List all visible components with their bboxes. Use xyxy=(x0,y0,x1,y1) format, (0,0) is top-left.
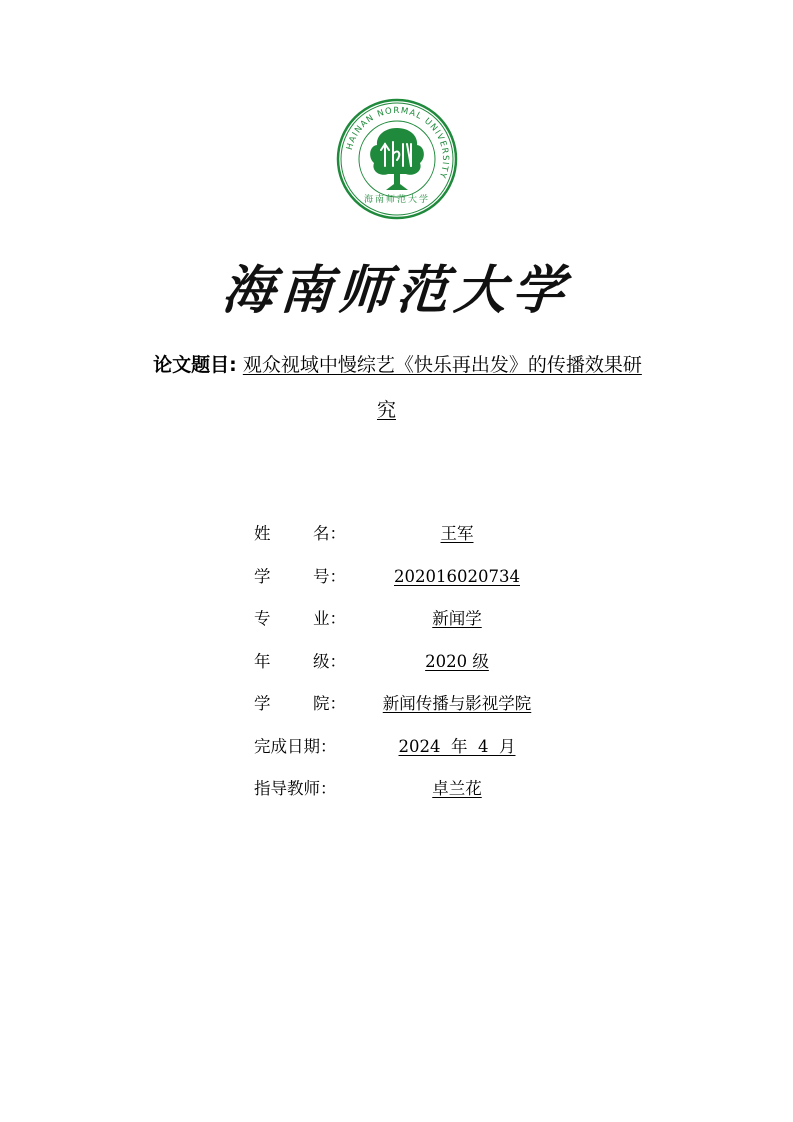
info-value: 202016020734 xyxy=(394,566,520,586)
info-value: 新闻学 xyxy=(432,609,482,628)
info-label: 年 级： xyxy=(254,651,346,671)
info-label: 学 号： xyxy=(254,566,346,586)
university-name: 海南师范大学 xyxy=(220,260,573,321)
thesis-title-text-cont: 究 xyxy=(376,399,396,421)
info-value: 新闻传播与影视学院 xyxy=(382,694,532,713)
svg-text:HAINAN NORMAL UNIVERSITY: HAINAN NORMAL UNIVERSITY xyxy=(344,105,451,181)
thesis-title-block xyxy=(110,350,685,422)
info-row-name xyxy=(254,520,554,563)
info-label: 专 业： xyxy=(254,609,346,628)
info-row-major xyxy=(254,605,554,648)
info-row-grade xyxy=(254,648,554,691)
thesis-title-text: 观众视域中慢综艺《快乐再出发》的传播效果研 xyxy=(242,354,642,376)
info-row-advisor xyxy=(254,775,554,818)
svg-text:海南师范大学: 海南师范大学 xyxy=(363,195,431,205)
info-value: 2024 年 4 月 xyxy=(398,736,516,756)
info-value: 卓兰花 xyxy=(432,779,482,798)
student-info xyxy=(254,520,554,818)
info-label: 学 院： xyxy=(254,694,346,713)
thesis-title-label: 论文题目 xyxy=(153,354,230,376)
info-row-school xyxy=(254,690,554,733)
thesis-title-line2 xyxy=(110,395,685,422)
info-value: 2020 级 xyxy=(425,651,489,671)
info-label: 指导教师： xyxy=(254,779,337,798)
info-label: 完成日期： xyxy=(254,736,337,756)
info-label: 姓 名： xyxy=(254,524,346,543)
info-row-student-id xyxy=(254,563,554,606)
info-row-completion-date xyxy=(254,733,554,776)
thesis-title-line1: 论文题目: 观众视域中慢综艺《快乐再出发》的传播效果研 xyxy=(153,354,642,376)
university-logo xyxy=(336,98,458,220)
info-value: 王军 xyxy=(440,524,474,543)
